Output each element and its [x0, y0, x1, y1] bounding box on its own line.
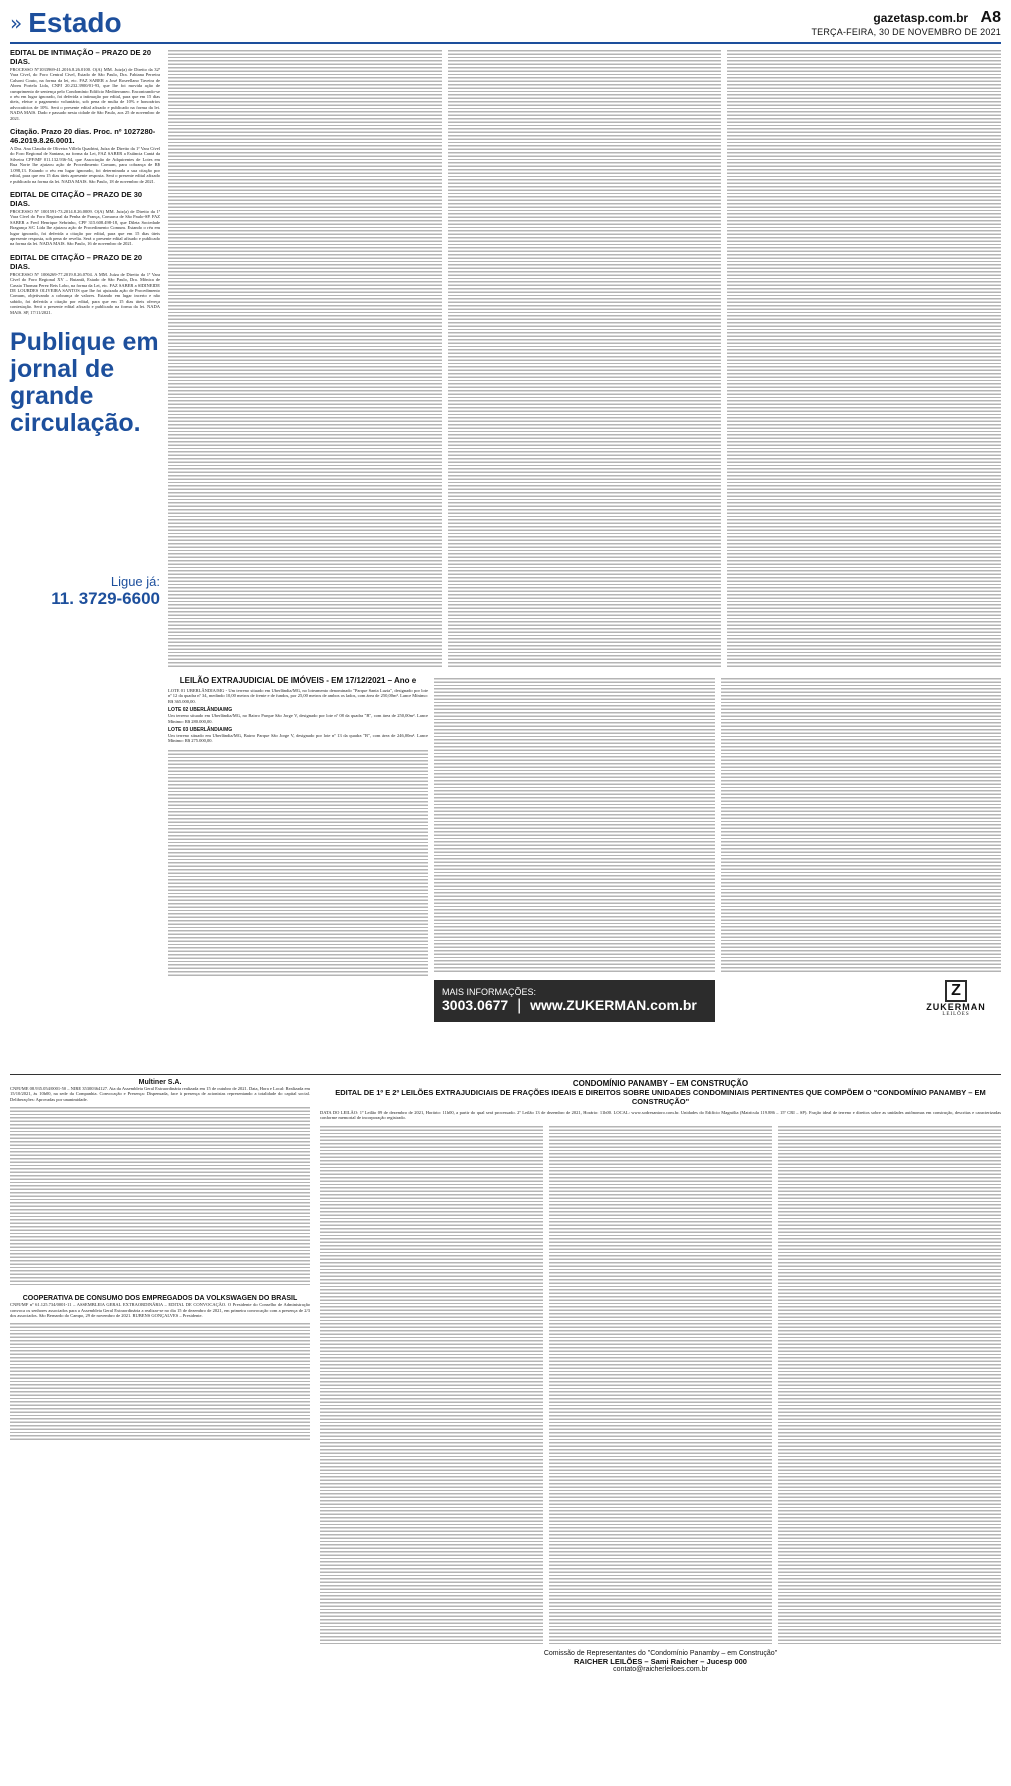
condominio-columns	[320, 1124, 1001, 1644]
multiner-block	[10, 1079, 310, 1285]
edital-title: Citação. Prazo 20 dias. Proc. nº 1027280-46.2019.8.26.0001.	[10, 127, 156, 146]
section-title: Estado	[28, 7, 122, 38]
text-column	[721, 676, 1002, 972]
sign-name: RAICHER LEILÕES – Sami Raicher – Jucesp 000	[574, 1656, 747, 1666]
info-site[interactable]: www.ZUKERMAN.com.br	[530, 997, 697, 1013]
sign-title: Comissão de Representantes do "Condomínio Panamby – em Construção"	[543, 1649, 778, 1657]
publish-ad	[10, 329, 160, 609]
section-brand	[10, 7, 122, 39]
block-title: Multiner S.A.	[138, 1079, 182, 1086]
text-columns	[168, 48, 1001, 668]
condominio-text: DATA DO LEILÃO: 1º Leilão 09 de dezembro de 2021, Horário: 11h00, a partir do qual será processado. 2º Leilão 13 de dezembro de 2021, Horário: 11h00. LOCAL: www.sodresantoro.com.br. Unidades do Edifício Magnólia (Matrícula 119.886 – 15º CRI – SP). Fração ideal de terreno e direitos sobre as unidades autônomas em construção, descritas e caracterizadas conforme memorial de incorporação registrado.	[320, 1110, 1001, 1121]
bottom-left	[10, 1079, 310, 1724]
edital-block	[10, 48, 160, 121]
leilao-title: LEILÃO EXTRAJUDICIAL DE IMÓVEIS - EM 17/12/2021 – Ano e	[179, 676, 417, 685]
block-text-filler	[10, 1105, 310, 1285]
lote-title: LOTE 02 UBERLÂNDIA/MG	[168, 707, 233, 714]
text-column	[434, 676, 715, 972]
ad-headline: Publique em jornal de grande circulação.	[10, 328, 159, 437]
lotes-columns	[434, 676, 715, 972]
sign-contact[interactable]: contato@raicherleiloes.com.br	[613, 1665, 708, 1673]
ad-phone[interactable]: 11. 3729-6600	[51, 589, 160, 608]
lote-title: LOTE 03 UBERLÂNDIA/MG	[168, 727, 233, 734]
issue-date: TERÇA-FEIRA, 30 DE NOVEMBRO DE 2021	[811, 27, 1001, 37]
z-logo-icon: Z	[945, 980, 967, 1002]
edital-text: PROCESSO Nº 1006269-77.2019.8.26.0704. A MM. Juíza de Direito da 1ª Vara Cível do Foro Regional XV – Butantã, Estado de São Paulo, Dra. Mônica de Cassia Thomaz Perez Reis Lobo, na forma da Lei, etc. FAZ SABER a SIDINEIDE DE LOURDES OLIVEIRA SANTOS que lhe foi ajuizada ação de Procedimento Comum, objetivando a cobrança de valores. Estando em lugar incerto e não sabido, foi deferida a citação por edital, para que em 15 dias úteis ofereça contestação. Será o presente edital afixado e publicado na forma da lei. NADA MAIS. SP, 17/11/2021.	[10, 271, 160, 315]
block-text-filler	[10, 1321, 310, 1441]
condominio-title: CONDOMÍNIO PANAMBY – EM CONSTRUÇÃO	[572, 1079, 749, 1088]
cooperativa-block	[10, 1295, 310, 1441]
info-phone[interactable]: 3003.0677	[442, 997, 509, 1013]
edital-text: PROCESSO Nº 1001591-73.2014.8.26.0009. O(A) MM. Juiz(a) de Direito da 1ª Vara Cível do Foro Regional da Penha de França, Comarca de São Paulo-SP. FAZ SABER a Fred Henrique Sebrinho, CPF 315.608.498-18, que Dileta Sociedade Bragança S/C Ltda lhe ajuizou ação de Procedimento Comum. Estando o réu em lugar ignorado, foi deferida a citação por edital, para que em 15 dias úteis apresente resposta, sob pena de revelia. Será o presente edital afixado e publicado na forma da lei. NADA MAIS. São Paulo, 16 de novembro de 2021.	[10, 208, 160, 247]
block-text: CNPJ/MF nº 61.125.734/0001-11 – ASSEMBLEIA GERAL EXTRAORDINÁRIA – EDITAL DE CONVOCAÇÃO. O Presidente do Conselho de Administração convoca os senhores associados para a Assembleia Geral Extraordinária a realizar-se no dia 15 de dezembro de 2021, em primeira convocação com a presença de 2/3 dos associados. São Bernardo do Campo, 29 de novembro de 2021. RUBENS GONÇALVES – Presidente.	[10, 1302, 310, 1319]
signature-block	[320, 1650, 1001, 1673]
bottom-section	[10, 1074, 1001, 1724]
ad-call-label: Ligue já:	[110, 574, 160, 589]
lote-text: Um terreno situado em Uberlândia/MG, no Bairro Parque São Jorge V, designado por lote nº 08 da quadra "B", com área de 250,00m². Lance Mínimo: R$ 280.000,00.	[168, 713, 428, 724]
leilao-lotes	[168, 676, 428, 1048]
bottom-right	[320, 1079, 1001, 1724]
text-column	[727, 48, 1001, 668]
edital-text: PROCESSO Nº1033969-41.2016.8.26.0100. O(A) MM. Juiz(a) de Direito da 32ª Vara Cível, do Foro Central Cível, Estado de São Paulo, Dra. Fabiana Perreira Calsoni Couto, na forma da lei, etc. FAZ SABER a José Roseellano Taveira de Abreu Portela Ltda, CNPJ 20.232.3900/01-93, que lhe foi movida ação de cumprimento de sentença pelo Condomínio Edifício Mediterraneo. Encontrando-se o réu em lugar ignorado, foi deferida a intimação por edital, para que em 15 dias úteis, efetue o pagamento voluntário, sob pena de multa de 10% e honorários advocatícios de 10%. Será o presente edital afixado e publicado na forma da lei. NADA MAIS. Dado e passado nesta cidade de São Paulo, aos 25 de novembro de 2021.	[10, 67, 160, 121]
edital-block	[10, 127, 160, 184]
edital-text: A Dra. Ana Claudia de Oliveira Villela Quadrini, Juíza de Direito da 1ª Vara Cível do Foro Regional de Santana, na forma da Lei, FAZ SABER a Estância Cantá da Silveira CPF/MF 011.132.936-54, que Associação de Adquirentes de Lotes em Rua Norte lhe ajuizou ação de Procedimento Comum, para cobrança de R$ 1.098,13. Estando o réu em lugar ignorado, foi determinada a sua citação por edital, para que em 15 dias úteis apresente resposta. Será o presente edital afixado e publicado na forma da lei. NADA MAIS. São Paulo, 18 de novembro de 2021.	[10, 146, 160, 184]
info-contact: MAIS INFORMAÇÕES: 3003.0677 | www.ZUKERMAN.com.br	[442, 987, 697, 1014]
zukerman-logo	[911, 980, 1001, 1022]
brand-sub: LEILÕES	[942, 1012, 970, 1017]
leilao-section	[168, 676, 1001, 1048]
page-header	[10, 6, 1001, 40]
lote-text: LOTE 01 UBERLÂNDIA/MG - Um terreno situado em Uberlândia/MG, no loteamento denominado "Parque Santa Luzia", designado por lote nº 12 da quadra nº 34, medindo 10,00 metros de frente e de fundos, por 25,00 metros de ambos os lados, com área de 250,00m². Lance Mínimo: R$ 365.000,00.	[168, 688, 428, 704]
text-column	[168, 48, 442, 668]
ad-call	[10, 574, 160, 609]
site-url[interactable]: gazetasp.com.br	[873, 11, 969, 25]
site-info	[811, 9, 1001, 37]
lote-block	[168, 688, 428, 704]
info-label: MAIS INFORMAÇÕES:	[442, 987, 537, 997]
block-text: CNPJ/ME 08.935.054/0001-50 – NIRE 35300364127. Ata da Assembleia Geral Extraordinária realizada em 15 de outubro de 2021. Data, Hora e Local: Realizada em 15/10/2021, às 10h00, na sede da Companhia. Convocação e Presença: Dispensada, face à presença de acionistas representando a totalidade do capital social. Deliberações: Aprovadas por unanimidade.	[10, 1086, 310, 1102]
double-arrow-icon: »	[10, 11, 23, 35]
lote-text-filler	[168, 748, 428, 978]
leilao-right	[721, 676, 1002, 1048]
text-column	[320, 1124, 543, 1644]
text-column	[549, 1124, 772, 1644]
leilao-middle	[434, 676, 715, 1048]
page-number: A8	[980, 9, 1001, 26]
text-column	[448, 48, 722, 668]
header-rule	[10, 42, 1001, 44]
main-column	[168, 48, 1001, 1068]
info-bar	[434, 980, 715, 1022]
lote-block	[168, 727, 428, 744]
brand-name: ZUKERMAN	[926, 1002, 986, 1012]
brand-area	[721, 980, 1002, 1022]
lotes-columns	[721, 676, 1002, 972]
edital-title: EDITAL DE CITAÇÃO – PRAZO DE 20 DIAS.	[10, 252, 143, 271]
left-column	[10, 48, 160, 1068]
edital-block	[10, 253, 160, 315]
top-section	[10, 48, 1001, 1068]
edital-title: EDITAL DE INTIMAÇÃO – PRAZO DE 20 DIAS.	[10, 48, 151, 66]
edital-title: EDITAL DE CITAÇÃO – PRAZO DE 30 DIAS.	[10, 189, 143, 208]
block-title: COOPERATIVA DE CONSUMO DOS EMPREGADOS DA VOLKSWAGEN DO BRASIL	[22, 1295, 298, 1303]
lote-text: Um terreno situado em Uberlândia/MG, Bairro Parque São Jorge V, designado por lote nº 13 da quadra "B", com área de 246,00m². Lance Mínimo: R$ 275.000,00.	[168, 733, 428, 744]
main-text-block	[168, 48, 1001, 668]
edital-block	[10, 190, 160, 247]
condominio-subtitle: EDITAL DE 1º E 2º LEILÕES EXTRAJUDICIAIS DE FRAÇÕES IDEAIS E DIREITOS SOBRE UNIDADES CONDOMINIAIS PERTINENTES QUE COMPÕEM O "CONDOMÍNIO PANAMBY – EM CONSTRUÇÃO"	[335, 1088, 986, 1106]
text-column	[778, 1124, 1001, 1644]
lote-block	[168, 707, 428, 724]
